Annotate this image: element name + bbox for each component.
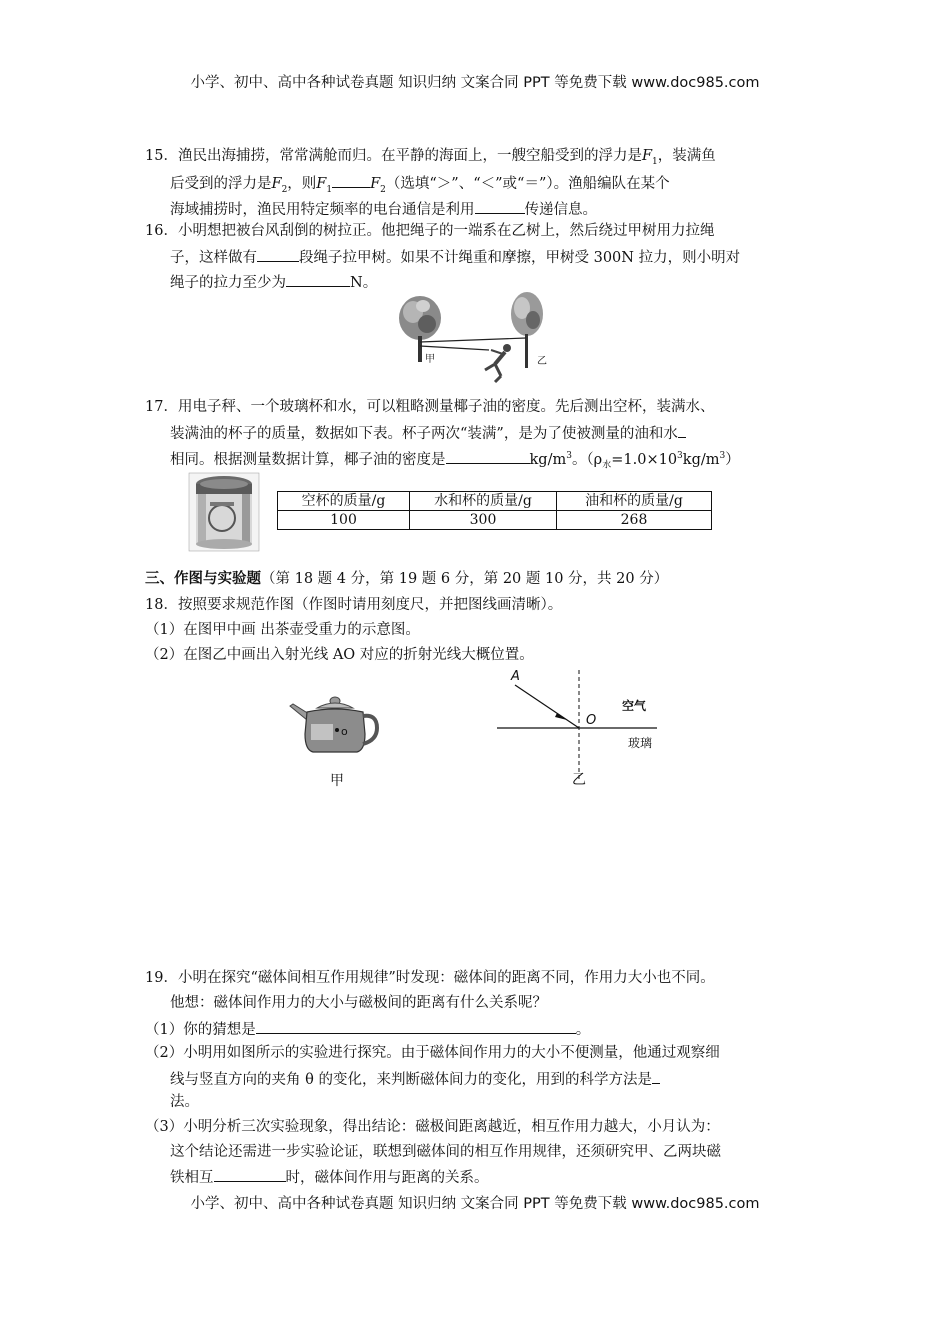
air-label: 空气 <box>622 699 647 713</box>
q17-blank-density[interactable] <box>446 448 530 464</box>
q15-line1: 15．渔民出海捕捞，常常满舱而归。在平静的海面上，一艘空船受到的浮力是$F_1$，装满鱼 <box>145 148 716 167</box>
ray-arrow-icon <box>555 713 567 720</box>
table-header: 水和杯的质量/g <box>410 492 557 511</box>
q19-line6: 法。 <box>170 1094 199 1110</box>
teapot-icon <box>290 697 377 752</box>
q18-line1: 18．按照要求规范作图（作图时请用刻度尺，并把图线画清晰）。 <box>145 597 563 613</box>
q17-blank-same[interactable] <box>678 422 686 438</box>
tree-pulling-figure <box>395 290 555 386</box>
q19-line5: 线与竖直方向的夹角 θ 的变化，来判断磁体间力的变化，用到的科学方法是 <box>170 1068 660 1090</box>
q16-blank-force[interactable] <box>286 271 350 287</box>
q16-line3: 绳子的拉力至少为 N。 <box>170 271 377 293</box>
incident-ray <box>515 685 579 728</box>
tree-label-jia: 甲 <box>425 354 435 365</box>
table-row <box>278 511 712 530</box>
section3-heading <box>145 569 668 589</box>
table-cell: 300 <box>410 511 557 530</box>
q15-blank-medium[interactable] <box>475 198 525 214</box>
q19-line8: 这个结论还需进一步实验论证，联想到磁体间的相互作用规律，还须研究甲、乙两块磁 <box>170 1144 721 1160</box>
glass-label: 玻璃 <box>628 736 653 750</box>
tree-label-yi: 乙 <box>537 356 547 367</box>
figure-yi-label: 乙 <box>572 772 586 788</box>
q19-line9: 铁相互 时，磁体间作用与距离的关系。 <box>170 1166 489 1188</box>
q19-blank-guess[interactable] <box>256 1018 576 1034</box>
table-header-row <box>278 492 712 511</box>
coconut-oil-jar-photo <box>188 472 260 552</box>
q15-blank-compare[interactable] <box>332 172 370 188</box>
q19-line3: （1）你的猜想是 。 <box>145 1018 590 1040</box>
mass-table <box>277 491 712 530</box>
table-cell: 100 <box>278 511 410 530</box>
q17-line2: 装满油的杯子的质量，数据如下表。杯子两次“装满”，是为了使被测量的油和水 <box>170 422 686 444</box>
point-O-label: O <box>586 713 597 728</box>
table-cell: 268 <box>557 511 712 530</box>
q17-line1: 17．用电子秤、一个玻璃杯和水，可以粗略测量椰子油的密度。先后测出空杯，装满水、 <box>145 399 715 415</box>
q18-line3: （2）在图乙中画出入射光线 AO 对应的折射光线大概位置。 <box>145 647 534 663</box>
q19-line1: 19．小明在探究“磁体间相互作用规律”时发现：磁体间的距离不同，作用力大小也不同。 <box>145 970 715 986</box>
table-header: 空杯的质量/g <box>278 492 410 511</box>
section3-note: （第 18 题 4 分，第 19 题 6 分，第 20 题 10 分，共 20 分） <box>261 571 669 587</box>
q19-line4: （2）小明用如图所示的实验进行探究。由于磁体间作用力的大小不便测量，他通过观察细 <box>145 1045 720 1061</box>
q19-line7: （3）小明分析三次实验现象，得出结论：磁极间距离越近，相互作用力越大，小月认为： <box>145 1119 720 1135</box>
page-footer: 小学、初中、高中各种试卷真题 知识归纳 文案合同 PPT 等免费下载 www.doc985.com <box>190 1196 760 1212</box>
q19-line2: 他想：磁体间作用力的大小与磁极间的距离有什么关系呢？ <box>170 995 547 1011</box>
table-header: 油和杯的质量/g <box>557 492 712 511</box>
q16-line2: 子，这样做有 段绳子拉甲树。如果不计绳重和摩擦，甲树受 300N 拉力，则小明对 <box>170 246 740 268</box>
q16-line1: 16．小明想把被台风刮倒的树拉正。他把绳子的一端系在乙树上，然后绕过甲树用力拉绳 <box>145 223 715 239</box>
page-header: 小学、初中、高中各种试卷真题 知识归纳 文案合同 PPT 等免费下载 www.doc985.com <box>190 75 760 91</box>
q15-line2: 后受到的浮力是$F_2$，则$F_1$ $F_2$（选填“＞”、“＜”或“＝”）。渔船编队在某个 <box>170 172 670 200</box>
section3-title: 三、作图与实验题 <box>145 570 261 587</box>
q18-line2: （1）在图甲中画 出茶壶受重力的示意图。 <box>145 622 420 638</box>
point-A-label: A <box>511 669 520 684</box>
q19-blank-interaction[interactable] <box>214 1166 286 1182</box>
teapot-figure <box>285 690 385 760</box>
q19-blank-method[interactable] <box>652 1068 660 1084</box>
figure-jia-label: 甲 <box>330 773 344 789</box>
q16-blank-segments[interactable] <box>257 246 299 262</box>
q15-line3: 海域捕捞时，渔民用特定频率的电台通信是利用 传递信息。 <box>170 198 597 220</box>
q17-line3: 相同。根据测量数据计算，椰子油的密度是 $kg/m^3$。$(\rho_水=1.0\times 10^3kg/m^3)$ <box>170 446 740 476</box>
teapot-center-label: o <box>341 725 348 738</box>
